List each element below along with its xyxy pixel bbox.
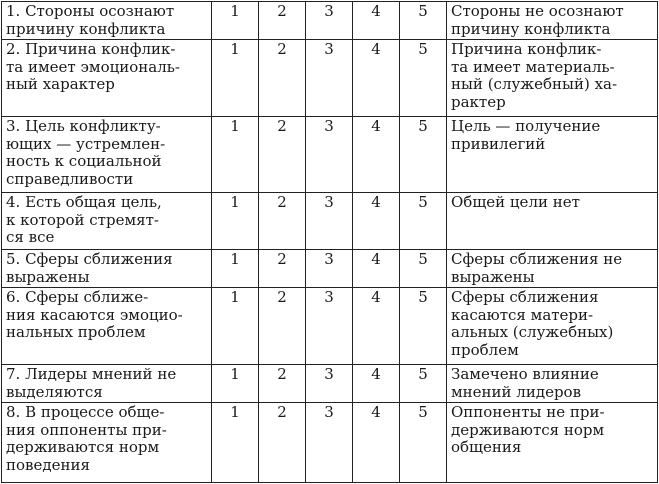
scale-value-3: 3 [306,40,353,117]
left-statement: 5. Сферы сближения выражены [2,250,212,288]
scale-value-3: 3 [306,403,353,483]
scale-value-5: 5 [400,40,447,117]
scale-value-3: 3 [306,193,353,250]
scale-value-3: 3 [306,288,353,365]
scale-value-5: 5 [400,2,447,40]
table-row [2,250,658,288]
scale-value-4: 4 [353,403,400,483]
scale-value-2: 2 [259,288,306,365]
scale-value-3: 3 [306,365,353,403]
right-statement: Цель — получение привилегий [447,117,658,193]
scale-value-2: 2 [259,365,306,403]
right-statement: Оппоненты не при- держиваются норм общения [447,403,658,483]
scale-value-4: 4 [353,365,400,403]
table-row [2,193,658,250]
scale-value-1: 1 [212,365,259,403]
left-statement: 1. Стороны осознают причину конфликта [2,2,212,40]
scale-table-body [2,2,658,483]
right-statement: Сферы сближения не выражены [447,250,658,288]
scale-value-1: 1 [212,40,259,117]
scale-value-2: 2 [259,250,306,288]
scale-value-2: 2 [259,193,306,250]
scale-value-1: 1 [212,288,259,365]
left-statement: 8. В процессе обще- ния оппоненты при- держиваются норм поведения [2,403,212,483]
scale-value-3: 3 [306,2,353,40]
scale-value-4: 4 [353,40,400,117]
scale-value-4: 4 [353,288,400,365]
scale-value-5: 5 [400,250,447,288]
left-statement: 3. Цель конфликту- ющих — устремлен- ность к социальной справедливости [2,117,212,193]
table-row [2,40,658,117]
left-statement: 7. Лидеры мнений не выделяются [2,365,212,403]
scale-value-3: 3 [306,117,353,193]
left-statement: 2. Причина конфлик- та имеет эмоциональ- ный характер [2,40,212,117]
scale-value-4: 4 [353,250,400,288]
scale-value-4: 4 [353,2,400,40]
scale-value-2: 2 [259,40,306,117]
scale-value-4: 4 [353,117,400,193]
scale-value-2: 2 [259,403,306,483]
table-row [2,365,658,403]
scale-value-2: 2 [259,2,306,40]
scale-table [1,1,658,483]
scale-value-5: 5 [400,193,447,250]
scale-value-1: 1 [212,250,259,288]
table-row [2,117,658,193]
table-row [2,288,658,365]
scale-value-1: 1 [212,403,259,483]
scale-value-2: 2 [259,117,306,193]
right-statement: Стороны не осознают причину конфликта [447,2,658,40]
table-row [2,2,658,40]
scale-value-1: 1 [212,117,259,193]
scale-value-5: 5 [400,403,447,483]
right-statement: Общей цели нет [447,193,658,250]
right-statement: Замечено влияние мнений лидеров [447,365,658,403]
scale-value-4: 4 [353,193,400,250]
scale-value-1: 1 [212,2,259,40]
left-statement: 4. Есть общая цель, к которой стремят- ся все [2,193,212,250]
scale-value-5: 5 [400,288,447,365]
scale-value-5: 5 [400,117,447,193]
right-statement: Причина конфлик- та имеет материаль- ный (служебный) ха- рактер [447,40,658,117]
table-row [2,403,658,483]
left-statement: 6. Сферы сближе- ния касаются эмоцио- нальных проблем [2,288,212,365]
scale-value-1: 1 [212,193,259,250]
right-statement: Сферы сближения касаются матери- альных (служебных) проблем [447,288,658,365]
scale-value-5: 5 [400,365,447,403]
scale-value-3: 3 [306,250,353,288]
